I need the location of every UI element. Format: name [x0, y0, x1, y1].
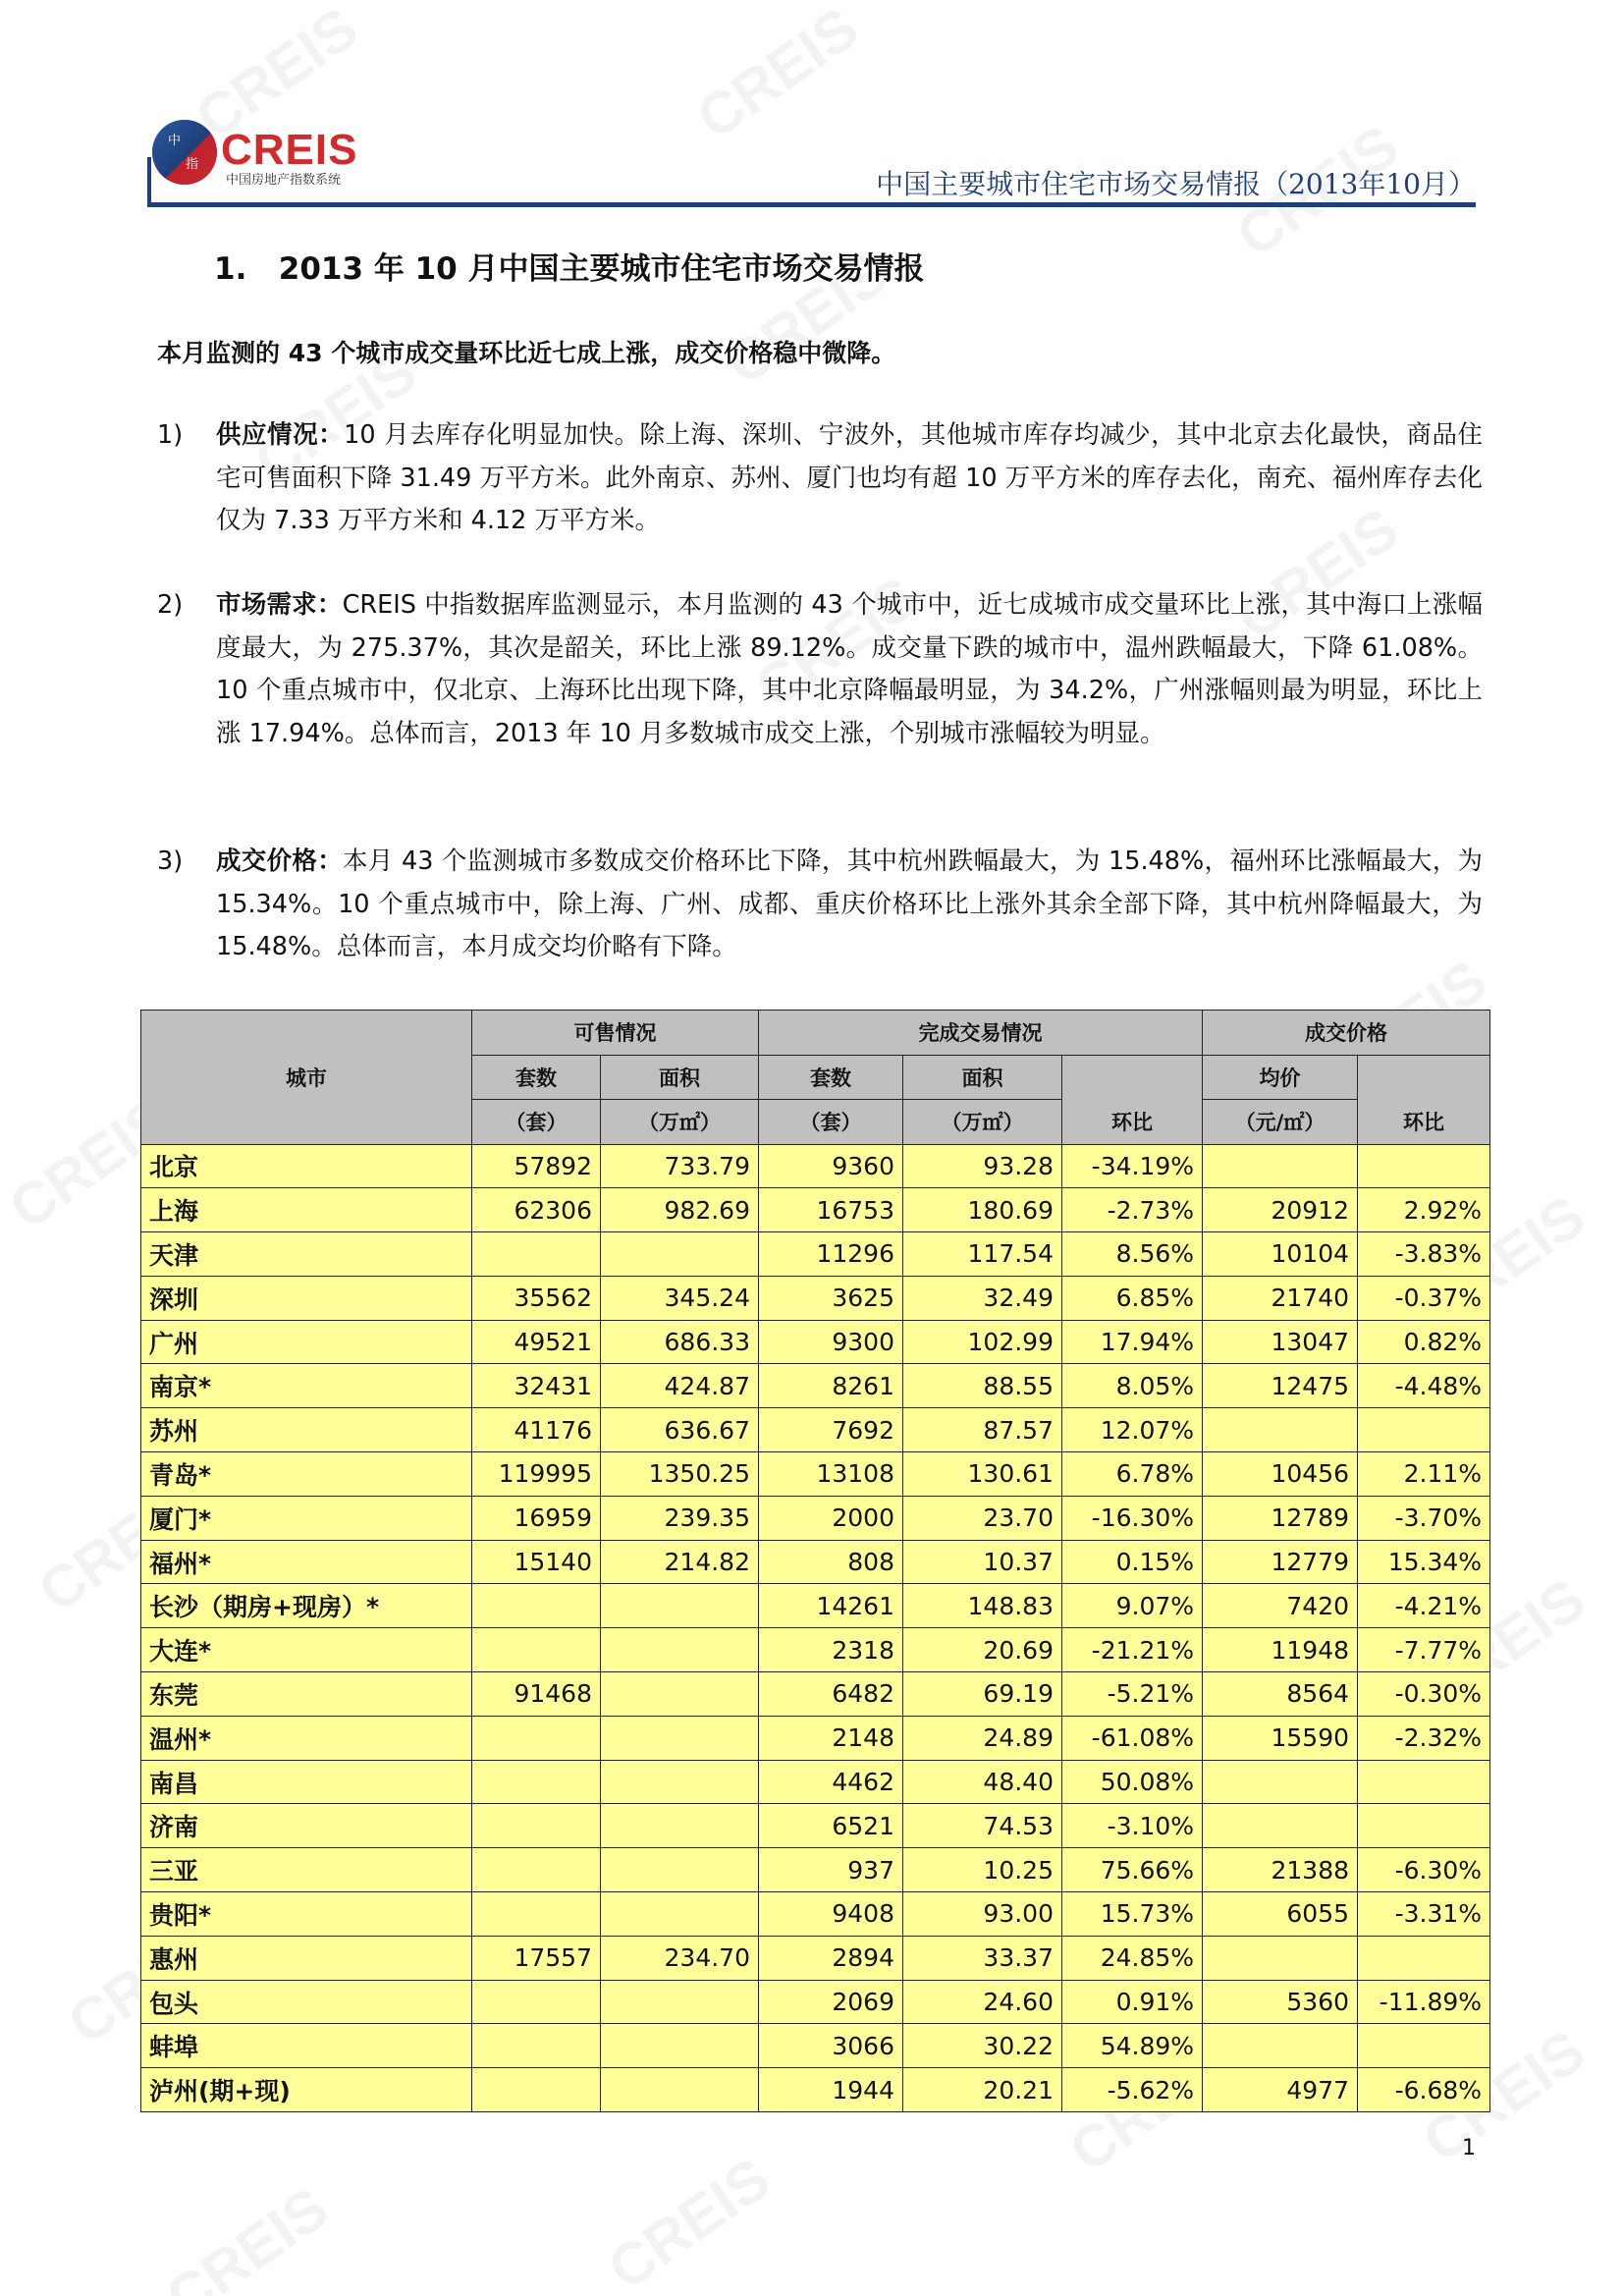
- cell-avg-price: 7420: [1203, 1584, 1358, 1628]
- table-row: [141, 1760, 1490, 1804]
- cell-deal-units: 6482: [759, 1672, 903, 1717]
- cell-price-mom: [1358, 1804, 1490, 1848]
- cell-supply-units: 16959: [472, 1496, 601, 1540]
- cell-supply-units: 17557: [472, 1936, 601, 1980]
- header-row-groups: [141, 1011, 1490, 1056]
- header-supply-units-unit: （套）: [472, 1100, 601, 1145]
- cell-price-mom: -3.31%: [1358, 1892, 1490, 1937]
- header-supply-units: 套数: [472, 1055, 601, 1100]
- logo-emblem-icon: [152, 120, 217, 185]
- cell-avg-price: 6055: [1203, 1892, 1358, 1937]
- cell-price-mom: -6.68%: [1358, 2068, 1490, 2112]
- header-city: 城市: [141, 1011, 472, 1145]
- cell-supply-area: [601, 1980, 759, 2024]
- table-row: [141, 1848, 1490, 1892]
- cell-price-mom: -3.83%: [1358, 1232, 1490, 1277]
- table-row: [141, 1188, 1490, 1232]
- item-supply: [157, 414, 1483, 544]
- cell-price-mom: -0.30%: [1358, 1672, 1490, 1717]
- table-row: [141, 1892, 1490, 1937]
- cell-deal-area: 32.49: [903, 1276, 1062, 1320]
- cell-deal-mom: 9.07%: [1062, 1584, 1203, 1628]
- cell-deal-mom: 6.85%: [1062, 1276, 1203, 1320]
- cell-price-mom: -6.30%: [1358, 1848, 1490, 1892]
- item-text: 10 月去库存化明显加快。除上海、深圳、宁波外，其他城市库存均减少，其中北京去化最快，商品住宅可售面积下降 31.49 万平方米。此外南京、苏州、厦门也均有超 10 万平方米的库存去化，南充、福州库存去化仅为 7.33 万平方米和 4.12 万平方米。: [216, 420, 1483, 535]
- cell-deal-mom: 12.07%: [1062, 1408, 1203, 1452]
- cell-supply-area: [601, 1628, 759, 1672]
- cell-price-mom: 2.11%: [1358, 1452, 1490, 1497]
- cell-supply-area: [601, 1584, 759, 1628]
- cell-price-mom: -7.77%: [1358, 1628, 1490, 1672]
- cell-deal-units: 9360: [759, 1144, 903, 1188]
- cell-deal-units: 937: [759, 1848, 903, 1892]
- cell-supply-units: 119995: [472, 1452, 601, 1497]
- cell-supply-area: [601, 1672, 759, 1717]
- cell-avg-price: 12475: [1203, 1364, 1358, 1408]
- table-row: [141, 1364, 1490, 1408]
- cell-supply-units: [472, 1716, 601, 1760]
- cell-avg-price: [1203, 1936, 1358, 1980]
- cell-deal-mom: 6.78%: [1062, 1452, 1203, 1497]
- cell-deal-mom: 17.94%: [1062, 1320, 1203, 1364]
- cell-supply-area: [601, 1760, 759, 1804]
- cell-supply-units: [472, 1848, 601, 1892]
- table-row: [141, 2024, 1490, 2068]
- cell-deal-area: 87.57: [903, 1408, 1062, 1452]
- cell-supply-units: 49521: [472, 1320, 601, 1364]
- header-deal-mom: 环比: [1062, 1055, 1203, 1144]
- city-market-table: [140, 1010, 1490, 2112]
- cell-deal-area: 48.40: [903, 1760, 1062, 1804]
- cell-city: 大连*: [141, 1628, 472, 1672]
- cell-avg-price: 4977: [1203, 2068, 1358, 2112]
- cell-price-mom: -4.21%: [1358, 1584, 1490, 1628]
- cell-deal-units: 6521: [759, 1804, 903, 1848]
- cell-deal-area: 93.00: [903, 1892, 1062, 1937]
- cell-avg-price: [1203, 2024, 1358, 2068]
- cell-city: 南昌: [141, 1760, 472, 1804]
- cell-deal-units: 2069: [759, 1980, 903, 2024]
- cell-deal-area: 69.19: [903, 1672, 1062, 1717]
- header-deal-units-unit: （套）: [759, 1100, 903, 1145]
- item-text: 本月 43 个监测城市多数成交价格环比下降，其中杭州跌幅最大，为 15.48%，福州环比涨幅最大，为 15.34%。10 个重点城市中，除上海、广州、成都、重庆价格环比上涨外其余全部下降，其中杭州降幅最大，为 15.48%。总体而言，本月成交均价略有下降。: [216, 847, 1483, 961]
- cell-supply-units: [472, 1892, 601, 1937]
- cell-deal-units: 808: [759, 1540, 903, 1584]
- header-supply-area: 面积: [601, 1055, 759, 1100]
- item-label: 供应情况：: [216, 420, 345, 450]
- table-row: [141, 1628, 1490, 1672]
- cell-deal-mom: 15.73%: [1062, 1892, 1203, 1937]
- cell-supply-area: [601, 1716, 759, 1760]
- section-title: [214, 244, 925, 288]
- table-row: [141, 1936, 1490, 1980]
- cell-deal-mom: 75.66%: [1062, 1848, 1203, 1892]
- table-row: [141, 2068, 1490, 2112]
- cell-deal-mom: -16.30%: [1062, 1496, 1203, 1540]
- cell-avg-price: 20912: [1203, 1188, 1358, 1232]
- cell-deal-mom: -5.21%: [1062, 1672, 1203, 1717]
- cell-price-mom: -3.70%: [1358, 1496, 1490, 1540]
- cell-supply-area: 636.67: [601, 1408, 759, 1452]
- cell-deal-units: 7692: [759, 1408, 903, 1452]
- cell-supply-units: 91468: [472, 1672, 601, 1717]
- table-row: [141, 1716, 1490, 1760]
- logo-glyph-bottom: 指: [186, 157, 199, 172]
- logo-glyph-top: 中: [168, 134, 182, 148]
- cell-supply-area: [601, 1804, 759, 1848]
- cell-supply-units: 35562: [472, 1276, 601, 1320]
- cell-supply-units: [472, 1760, 601, 1804]
- logo-wordmark: CREIS: [221, 126, 358, 174]
- header-rule: [147, 202, 1476, 207]
- cell-deal-area: 88.55: [903, 1364, 1062, 1408]
- header-rule-left: [147, 157, 151, 206]
- cell-price-mom: [1358, 1936, 1490, 1980]
- header-title: 中国主要城市住宅市场交易情报（2013年10月）: [876, 168, 1476, 200]
- header-price-unit: （元/㎡）: [1203, 1100, 1358, 1145]
- cell-supply-units: 62306: [472, 1188, 601, 1232]
- cell-deal-units: 11296: [759, 1232, 903, 1277]
- table-row: [141, 1672, 1490, 1717]
- cell-avg-price: [1203, 1804, 1358, 1848]
- header-price-group: 成交价格: [1203, 1011, 1490, 1056]
- cell-supply-area: [601, 2068, 759, 2112]
- cell-deal-units: 4462: [759, 1760, 903, 1804]
- cell-city: 上海: [141, 1188, 472, 1232]
- cell-supply-area: [601, 1892, 759, 1937]
- cell-city: 温州*: [141, 1716, 472, 1760]
- cell-deal-units: 3625: [759, 1276, 903, 1320]
- cell-city: 深圳: [141, 1276, 472, 1320]
- cell-deal-area: 24.89: [903, 1716, 1062, 1760]
- cell-supply-units: [472, 1232, 601, 1277]
- cell-price-mom: 0.82%: [1358, 1320, 1490, 1364]
- cell-city: 贵阳*: [141, 1892, 472, 1937]
- cell-supply-units: [472, 2024, 601, 2068]
- cell-deal-mom: -34.19%: [1062, 1144, 1203, 1188]
- cell-avg-price: 15590: [1203, 1716, 1358, 1760]
- cell-deal-mom: -2.73%: [1062, 1188, 1203, 1232]
- cell-deal-mom: 50.08%: [1062, 1760, 1203, 1804]
- cell-deal-area: 10.25: [903, 1848, 1062, 1892]
- item-label: 市场需求：: [216, 590, 343, 620]
- cell-avg-price: 12779: [1203, 1540, 1358, 1584]
- cell-deal-units: 2000: [759, 1496, 903, 1540]
- cell-deal-area: 30.22: [903, 2024, 1062, 2068]
- cell-deal-mom: 0.15%: [1062, 1540, 1203, 1584]
- table-row: [141, 1584, 1490, 1628]
- cell-avg-price: 10456: [1203, 1452, 1358, 1497]
- cell-supply-area: 239.35: [601, 1496, 759, 1540]
- header-deal-area-unit: （万㎡）: [903, 1100, 1062, 1145]
- table-row: [141, 1232, 1490, 1277]
- item-price: [157, 841, 1483, 970]
- cell-deal-units: 1944: [759, 2068, 903, 2112]
- logo-subtitle: 中国房地产指数系统: [226, 173, 342, 188]
- cell-avg-price: [1203, 1144, 1358, 1188]
- cell-deal-mom: 8.56%: [1062, 1232, 1203, 1277]
- cell-deal-area: 74.53: [903, 1804, 1062, 1848]
- cell-city: 包头: [141, 1980, 472, 2024]
- item-label: 成交价格：: [216, 847, 343, 876]
- cell-supply-units: [472, 1980, 601, 2024]
- watermark: [596, 2145, 783, 2296]
- creis-logo: [152, 116, 388, 194]
- cell-deal-area: 10.37: [903, 1540, 1062, 1584]
- cell-deal-units: 13108: [759, 1452, 903, 1497]
- cell-avg-price: 21740: [1203, 1276, 1358, 1320]
- cell-price-mom: -11.89%: [1358, 1980, 1490, 2024]
- cell-deal-area: 20.69: [903, 1628, 1062, 1672]
- cell-price-mom: [1358, 1144, 1490, 1188]
- cell-supply-units: 32431: [472, 1364, 601, 1408]
- cell-deal-units: 2894: [759, 1936, 903, 1980]
- cell-avg-price: 12789: [1203, 1496, 1358, 1540]
- cell-supply-units: [472, 1584, 601, 1628]
- cell-city: 蚌埠: [141, 2024, 472, 2068]
- cell-deal-units: 14261: [759, 1584, 903, 1628]
- cell-avg-price: 5360: [1203, 1980, 1358, 2024]
- cell-deal-area: 93.28: [903, 1144, 1062, 1188]
- cell-city: 广州: [141, 1320, 472, 1364]
- cell-avg-price: 10104: [1203, 1232, 1358, 1277]
- cell-supply-area: 686.33: [601, 1320, 759, 1364]
- header-deal-group: 完成交易情况: [759, 1011, 1203, 1056]
- cell-deal-units: 3066: [759, 2024, 903, 2068]
- header-avg-price: 均价: [1203, 1055, 1358, 1100]
- cell-price-mom: [1358, 1408, 1490, 1452]
- cell-city: 三亚: [141, 1848, 472, 1892]
- cell-deal-units: 9300: [759, 1320, 903, 1364]
- watermark: [684, 0, 871, 152]
- item-body: [216, 584, 1483, 755]
- cell-city: 福州*: [141, 1540, 472, 1584]
- table-row: [141, 1276, 1490, 1320]
- cell-deal-units: 2318: [759, 1628, 903, 1672]
- cell-city: 青岛*: [141, 1452, 472, 1497]
- cell-avg-price: 8564: [1203, 1672, 1358, 1717]
- table-row: [141, 1320, 1490, 1364]
- item-body: [216, 841, 1483, 969]
- cell-deal-mom: 8.05%: [1062, 1364, 1203, 1408]
- table-row: [141, 1804, 1490, 1848]
- cell-supply-units: [472, 1628, 601, 1672]
- header-supply-area-unit: （万㎡）: [601, 1100, 759, 1145]
- item-body: [216, 414, 1483, 543]
- cell-price-mom: -0.37%: [1358, 1276, 1490, 1320]
- cell-deal-mom: 54.89%: [1062, 2024, 1203, 2068]
- cell-supply-area: 345.24: [601, 1276, 759, 1320]
- cell-supply-units: [472, 1804, 601, 1848]
- cell-deal-area: 24.60: [903, 1980, 1062, 2024]
- cell-deal-area: 180.69: [903, 1188, 1062, 1232]
- cell-deal-area: 117.54: [903, 1232, 1062, 1277]
- cell-price-mom: [1358, 1760, 1490, 1804]
- cell-deal-area: 33.37: [903, 1936, 1062, 1980]
- cell-avg-price: 21388: [1203, 1848, 1358, 1892]
- cell-deal-area: 20.21: [903, 2068, 1062, 2112]
- cell-avg-price: [1203, 1408, 1358, 1452]
- cell-deal-mom: 24.85%: [1062, 1936, 1203, 1980]
- item-text: CREIS 中指数据库监测显示，本月监测的 43 个城市中，近七成城市成交量环比上涨，其中海口上涨幅度最大，为 275.37%，其次是韶关，环比上涨 89.12%。成交量下跌的城市中，温州跌幅最大，下降 61.08%。10 个重点城市中，仅北京、上海环比出现下降，其中北京降幅最明显，为 34.2%，广州涨幅则最为明显，环比上涨 17.94%。总体而言，2013 年 10 月多数城市成交上涨，个别城市涨幅较为明显。: [216, 590, 1483, 748]
- section-number: 1.: [214, 251, 247, 287]
- table-body: [141, 1144, 1490, 2112]
- table-row: [141, 1540, 1490, 1584]
- cell-supply-area: 1350.25: [601, 1452, 759, 1497]
- header-supply-group: 可售情况: [472, 1011, 759, 1056]
- cell-supply-area: 982.69: [601, 1188, 759, 1232]
- cell-supply-area: 234.70: [601, 1936, 759, 1980]
- cell-avg-price: 13047: [1203, 1320, 1358, 1364]
- cell-city: 天津: [141, 1232, 472, 1277]
- table-row: [141, 1452, 1490, 1497]
- cell-deal-mom: 0.91%: [1062, 1980, 1203, 2024]
- cell-supply-area: [601, 1848, 759, 1892]
- cell-supply-area: [601, 2024, 759, 2068]
- header-price-mom: 环比: [1358, 1055, 1490, 1144]
- cell-supply-units: 57892: [472, 1144, 601, 1188]
- cell-supply-area: 214.82: [601, 1540, 759, 1584]
- cell-city: 泸州(期+现): [141, 2068, 472, 2112]
- cell-city: 长沙（期房+现房）*: [141, 1584, 472, 1628]
- cell-deal-units: 8261: [759, 1364, 903, 1408]
- lead-summary: 本月监测的 43 个城市成交量环比近七成上涨，成交价格稳中微降。: [157, 339, 896, 367]
- cell-deal-units: 16753: [759, 1188, 903, 1232]
- cell-deal-area: 130.61: [903, 1452, 1062, 1497]
- item-demand: [157, 584, 1483, 800]
- header-deal-units: 套数: [759, 1055, 903, 1100]
- cell-city: 惠州: [141, 1936, 472, 1980]
- cell-price-mom: 2.92%: [1358, 1188, 1490, 1232]
- table-row: [141, 1408, 1490, 1452]
- watermark: [154, 2174, 341, 2296]
- cell-deal-units: 9408: [759, 1892, 903, 1937]
- cell-city: 东莞: [141, 1672, 472, 1717]
- cell-deal-area: 102.99: [903, 1320, 1062, 1364]
- table-row: [141, 1144, 1490, 1188]
- header-deal-area: 面积: [903, 1055, 1062, 1100]
- cell-city: 北京: [141, 1144, 472, 1188]
- cell-deal-mom: -3.10%: [1062, 1804, 1203, 1848]
- cell-city: 苏州: [141, 1408, 472, 1452]
- cell-avg-price: 11948: [1203, 1628, 1358, 1672]
- item-number: 3): [157, 847, 184, 876]
- cell-city: 济南: [141, 1804, 472, 1848]
- cell-price-mom: -2.32%: [1358, 1716, 1490, 1760]
- cell-supply-area: [601, 1232, 759, 1277]
- cell-city: 南京*: [141, 1364, 472, 1408]
- cell-deal-area: 148.83: [903, 1584, 1062, 1628]
- cell-deal-mom: -5.62%: [1062, 2068, 1203, 2112]
- cell-price-mom: 15.34%: [1358, 1540, 1490, 1584]
- cell-price-mom: -4.48%: [1358, 1364, 1490, 1408]
- item-number: 2): [157, 590, 184, 620]
- cell-city: 厦门*: [141, 1496, 472, 1540]
- cell-price-mom: [1358, 2024, 1490, 2068]
- cell-supply-area: 733.79: [601, 1144, 759, 1188]
- cell-deal-units: 2148: [759, 1716, 903, 1760]
- cell-deal-mom: -21.21%: [1062, 1628, 1203, 1672]
- cell-supply-units: 15140: [472, 1540, 601, 1584]
- cell-supply-area: 424.87: [601, 1364, 759, 1408]
- cell-supply-units: [472, 2068, 601, 2112]
- cell-deal-area: 23.70: [903, 1496, 1062, 1540]
- cell-supply-units: 41176: [472, 1408, 601, 1452]
- table-row: [141, 1496, 1490, 1540]
- page-number: 1: [1462, 2136, 1476, 2160]
- item-number: 1): [157, 420, 184, 450]
- section-title-text: 2013 年 10 月中国主要城市住宅市场交易情报: [278, 251, 925, 287]
- table-row: [141, 1980, 1490, 2024]
- cell-avg-price: [1203, 1760, 1358, 1804]
- cell-deal-mom: -61.08%: [1062, 1716, 1203, 1760]
